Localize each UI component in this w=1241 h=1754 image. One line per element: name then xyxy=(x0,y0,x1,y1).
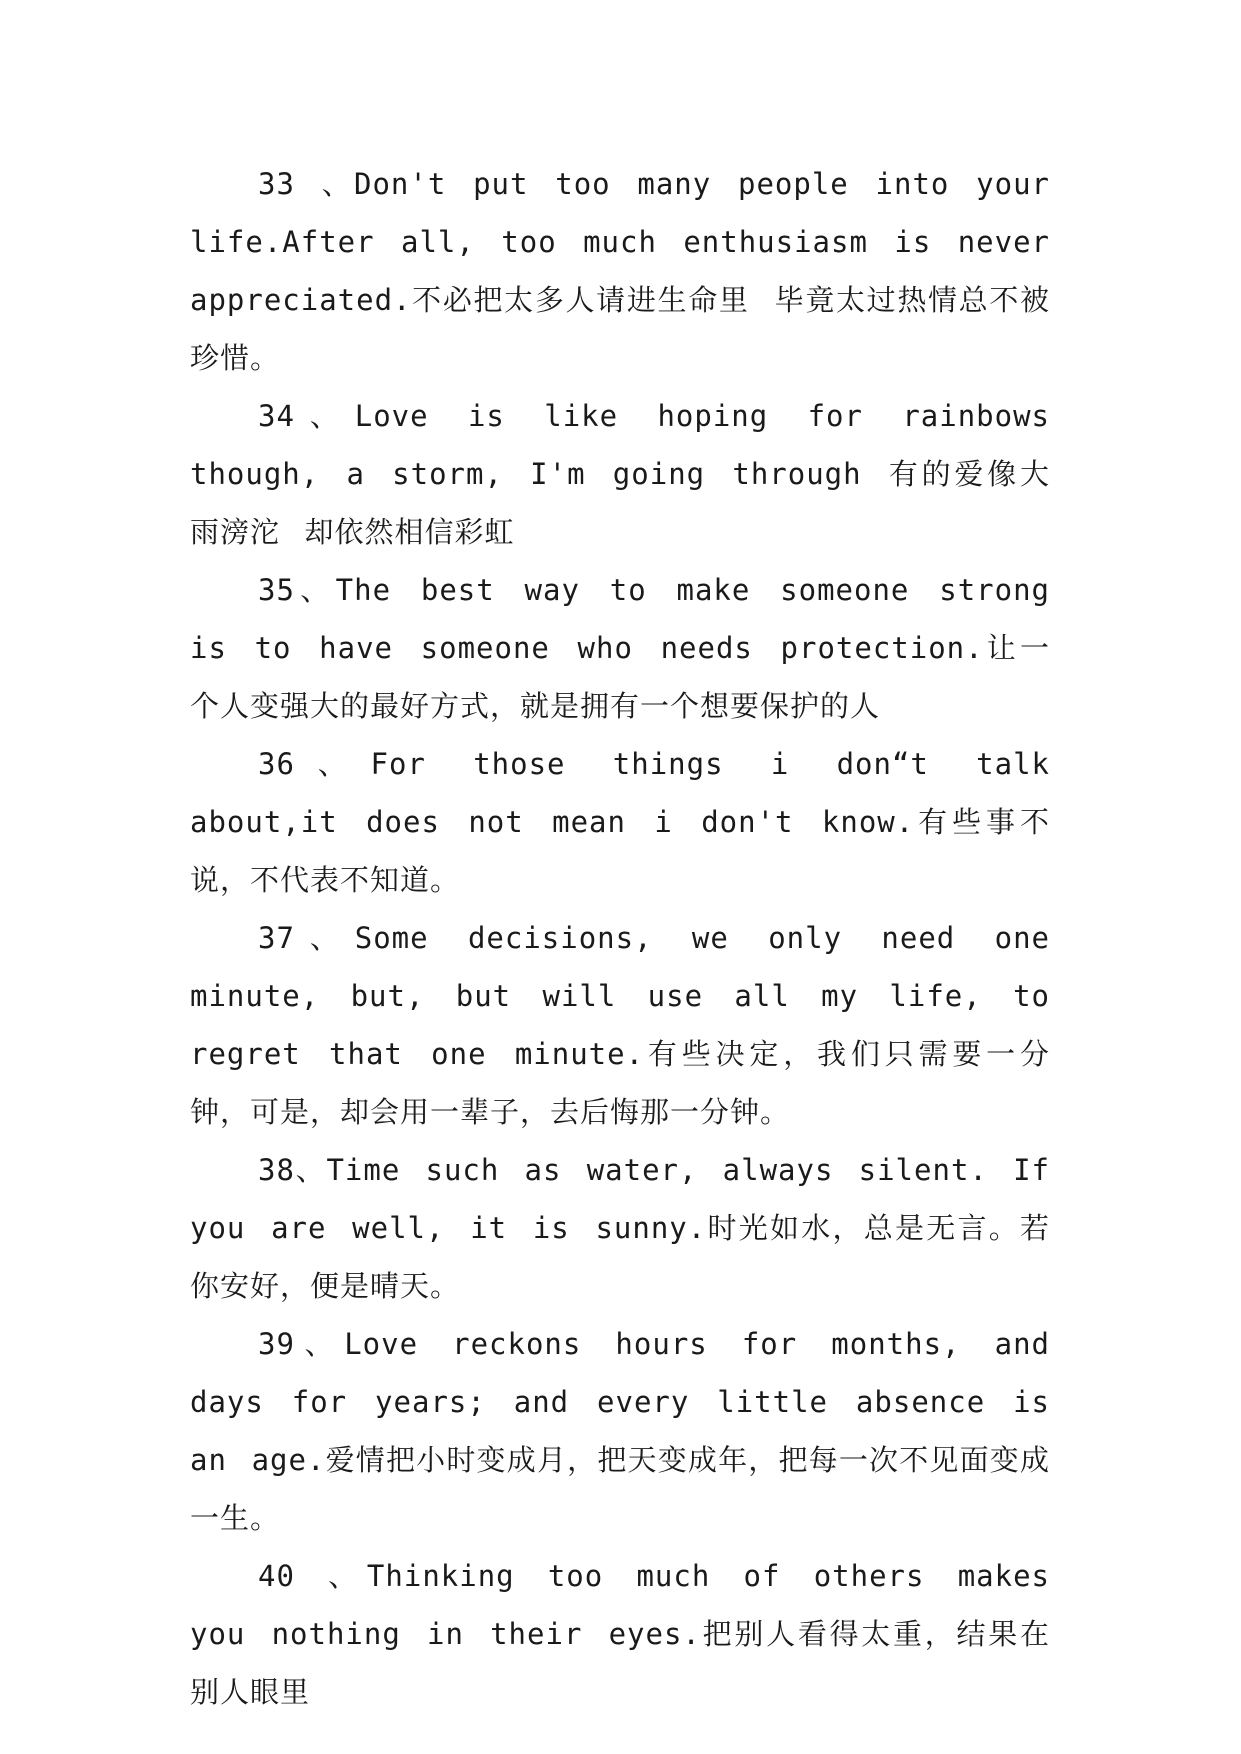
paragraph-33: 33 、Don't put too many people into your life.After all, too much enthusiasm is never appreciated.不必把太多人请进生命里 毕竟太过热情总不被珍惜。 xyxy=(190,167,1050,375)
paragraph-38: 38、Time such as water, always silent. If you are well, it is sunny.时光如水，总是无言。若你安好，便是晴天。 xyxy=(190,1153,1050,1303)
paragraph-34: 34、Love is like hoping for rainbows though, a storm, I'm going through 有的爱像大雨滂沱 却依然相信彩虹 xyxy=(190,399,1050,549)
paragraph-40: 40 、Thinking too much of others makes you nothing in their eyes.把别人看得太重，结果在别人眼里 xyxy=(190,1559,1050,1709)
paragraph-39: 39、Love reckons hours for months, and days for years; and every little absence is an age.爱情把小时变成月，把天变成年，把每一次不见面变成一生。 xyxy=(190,1327,1050,1535)
document-body xyxy=(190,155,1050,1721)
paragraph-36: 36、For those things i don“t talk about,it does not mean i don't know.有些事不说，不代表不知道。 xyxy=(190,747,1050,897)
paragraph-37: 37、Some decisions, we only need one minute, but, but will use all my life, to regret that one minute.有些决定，我们只需要一分钟，可是，却会用一辈子，去后悔那一分钟。 xyxy=(190,921,1050,1129)
paragraph-35: 35、The best way to make someone strong is to have someone who needs protection.让一个人变强大的最好方式，就是拥有一个想要保护的人 xyxy=(190,573,1050,723)
